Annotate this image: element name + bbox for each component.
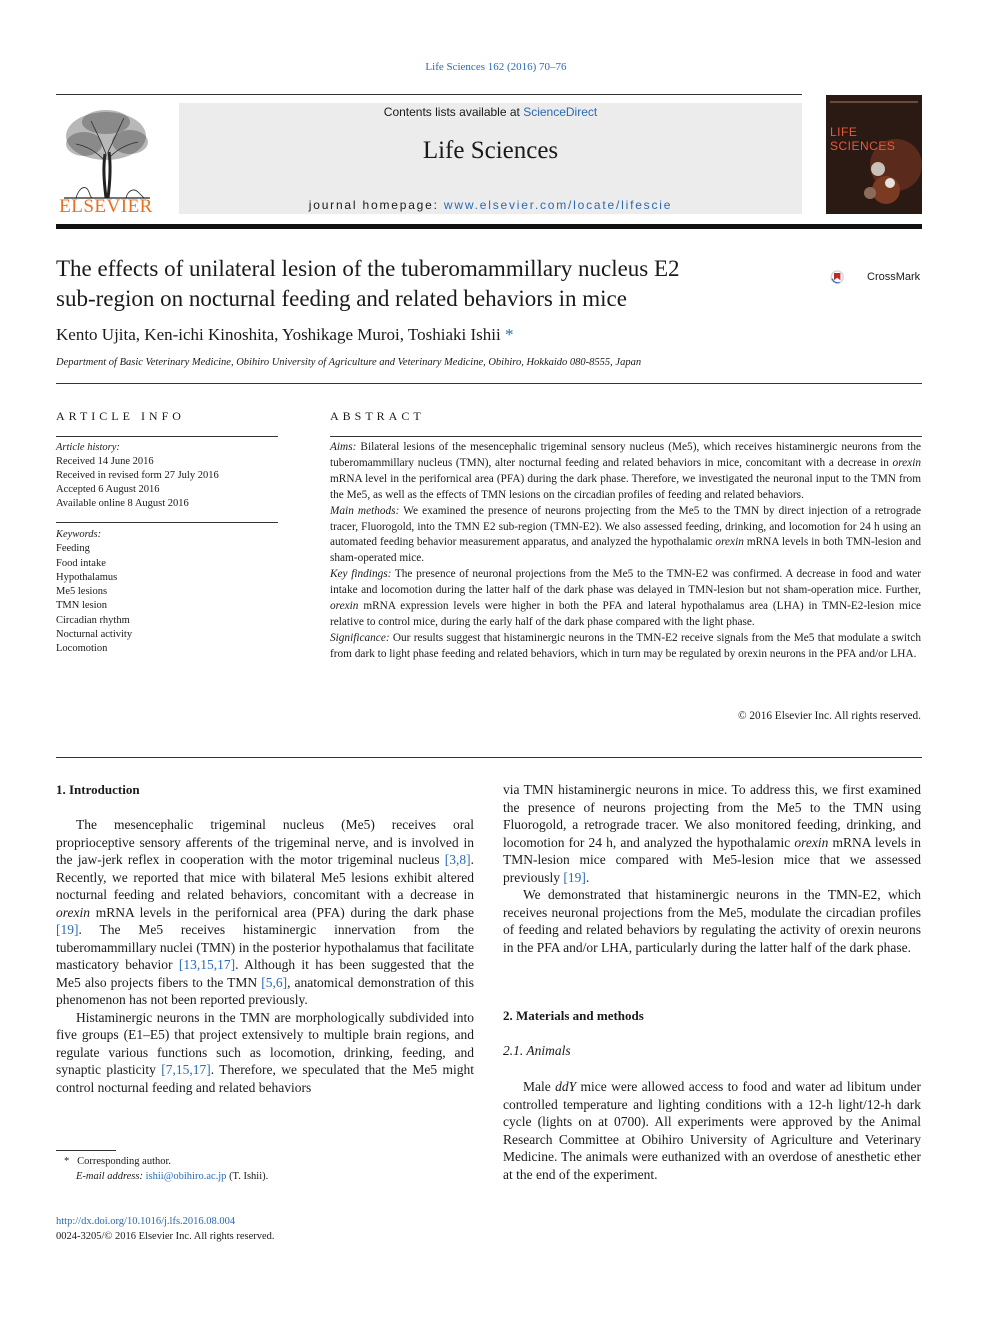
article-history xyxy=(56,441,278,511)
abstract-aims xyxy=(330,440,921,504)
methods-text: We examined the presence of neurons projecting from the Me5 to the TMN by direct injection of a retrograde tracer, Fluorogold, into the TMN E2 sub-region (TMN-E2). We also assessed feeding, drinking, and locomotion for 24 h using an automated feeding behavior measurement apparatus, and analyzed the hypothalamic xyxy=(330,504,921,549)
page-footer xyxy=(56,1214,275,1244)
homepage-link[interactable]: www.elsevier.com/locate/lifescie xyxy=(443,198,673,212)
intro-paragraph-1 xyxy=(56,816,474,1009)
intro-text: , anatomical demonstration of this phenomenon has not been reported previously. xyxy=(56,974,474,1007)
intro-text: . xyxy=(585,869,590,885)
gene-name: orexin xyxy=(330,600,359,613)
article-title xyxy=(56,254,776,314)
intro-text: . Therefore, we speculated that the Me5 might control nocturnal feeding and related behaviors xyxy=(56,1062,474,1095)
journal-homepage-line xyxy=(179,198,802,212)
methods-text-cont: mRNA levels in both TMN-lesion and sham-operated mice. xyxy=(330,536,921,565)
aims-text: Bilateral lesions of the mesencephalic trigeminal sensory nucleus (Me5), which receives histaminergic neurons from the tuberomammillary nucleus (TMN), alter nocturnal feeding and related behaviors in mice, concomitant with a decrease in xyxy=(330,441,921,469)
aims-text-cont: mRNA level in the perifornical area (PFA) during the dark phase. Therefore, we investigated the neuronal input to the TMN from the Me5, as well as the effects of TMN lesions on the circadian profiles of feeding and related behaviors. xyxy=(330,472,921,501)
journal-title: Life Sciences xyxy=(422,137,559,164)
intro-text: mRNA levels in TMN-lesion mice compared with Me5-lesion mice that we assessed previously xyxy=(503,834,922,885)
gene-name: orexin xyxy=(892,456,921,469)
abstract-rule xyxy=(330,436,922,437)
crossmark-icon[interactable] xyxy=(830,259,866,295)
gene-name: orexin xyxy=(715,536,744,549)
section-rule xyxy=(56,757,922,758)
history-item: Received in revised form 27 July 2016 xyxy=(56,470,219,481)
history-label: Article history: xyxy=(56,442,120,453)
article-title-line-1: The effects of unilateral lesion of the tuberomammillary nucleus E2 xyxy=(56,256,680,281)
significance-label: Significance: xyxy=(330,631,390,644)
journal-cover-thumbnail[interactable] xyxy=(826,95,922,214)
footnote-rule xyxy=(56,1150,116,1151)
contents-prefix: Contents lists available at xyxy=(383,105,524,119)
abstract-copyright: © 2016 Elsevier Inc. All rights reserved. xyxy=(737,710,921,722)
email-label: E-mail address: xyxy=(76,1171,143,1182)
introduction-heading: 1. Introduction xyxy=(56,782,140,797)
intro-text: . The Me5 receives histaminergic innervation from the tuberomammillary nuclei (TMN) in the posterior hypothalamus that facilitate masticatory behavior xyxy=(56,922,474,972)
abstract-significance xyxy=(330,631,921,663)
header-thick-rule xyxy=(56,224,922,229)
footnote-mark: * xyxy=(64,1156,70,1167)
section-rule xyxy=(56,383,922,384)
reference-link[interactable]: [19] xyxy=(563,869,586,885)
article-info-heading: ARTICLE INFO xyxy=(56,409,185,423)
email-link[interactable]: ishii@obihiro.ac.jp xyxy=(145,1171,227,1182)
corresponding-author-note: Corresponding author. xyxy=(77,1156,172,1167)
footnote xyxy=(56,1154,268,1184)
abstract-methods xyxy=(330,504,921,568)
keyword: Locomotion xyxy=(56,643,108,655)
reference-link[interactable]: [19] xyxy=(56,922,79,937)
animals-text-start: Male xyxy=(523,1079,556,1094)
article-info-rule xyxy=(56,436,278,437)
history-item: Received 14 June 2016 xyxy=(56,456,154,467)
email-owner: (T. Ishii). xyxy=(229,1171,269,1182)
abstract-findings xyxy=(330,567,921,631)
authors-text: Kento Ujita, Ken-ichi Kinoshita, Yoshikage Muroi, Toshiaki Ishii xyxy=(56,325,501,344)
methods-heading: 2. Materials and methods xyxy=(503,1008,644,1023)
animals-text-cont: mice were allowed access to food and water ad libitum under controlled temperature and lighting conditions with a 12-h light/12-h dark cycle (lights on at 0700). All experiments were approved by the Animal Research Committee at Obihiro University of Agriculture and Veterinary Medicine. The animals were euthanized with an overdose of anesthetic ether at the end of the experiment. xyxy=(503,1079,921,1182)
keyword: Circadian rhythm xyxy=(56,614,130,626)
reference-link[interactable]: [3,8] xyxy=(444,852,471,867)
intro-text: mRNA levels in the perifornical area (PFA) during the dark phase xyxy=(90,904,474,920)
intro-paragraph-2-cont xyxy=(503,781,921,886)
intro-paragraph-2 xyxy=(56,1009,474,1097)
keywords-label: Keywords: xyxy=(56,529,102,540)
history-item: Accepted 6 August 2016 xyxy=(56,484,160,495)
reference-link[interactable]: [7,15,17] xyxy=(161,1062,211,1077)
methods-label: Main methods: xyxy=(330,504,400,517)
sciencedirect-link[interactable]: ScienceDirect xyxy=(523,105,598,119)
affiliation: Department of Basic Veterinary Medicine, Obihiro University of Agriculture and Veterinary Medicine, Obihiro, Hokkaido 080-8555, Japan xyxy=(56,357,642,368)
cover-title: LIFE SCIENCES xyxy=(830,125,896,153)
gene-name: orexin xyxy=(794,834,829,850)
keywords-list xyxy=(56,528,278,657)
cover-artwork xyxy=(826,95,922,214)
contents-available-line xyxy=(179,105,802,119)
introduction-text xyxy=(56,816,474,1096)
animals-subheading: 2.1. Animals xyxy=(503,1043,571,1058)
keyword: Food intake xyxy=(56,557,106,569)
findings-text: The presence of neuronal projections from the Me5 to the TMN-E2 was confirmed. A decrease in food and water intake and locomotion during the latter half of the dark phase was delayed in TMN-lesion but not sham-operation mice. Further, xyxy=(330,568,921,597)
abstract-body xyxy=(330,440,921,663)
author-list xyxy=(56,325,513,345)
history-item: Available online 8 August 2016 xyxy=(56,498,189,509)
abstract-heading: ABSTRACT xyxy=(330,409,425,423)
intro-paragraph-3: We demonstrated that histaminergic neurons in the TMN-E2, which receives neuronal projections from the Me5, modulate the circadian profiles of feeding and related behaviors by regulating the activity of orexin neurons in the PFA and/or LHA, particularly during the latter half of the dark phase. xyxy=(503,887,921,955)
keyword: Nocturnal activity xyxy=(56,629,133,641)
corresponding-author-mark[interactable]: * xyxy=(504,325,514,344)
article-title-line-2: sub-region on nocturnal feeding and related behaviors in mice xyxy=(56,286,627,311)
elsevier-wordmark: ELSEVIER xyxy=(59,196,153,217)
homepage-prefix: journal homepage: xyxy=(308,198,444,212)
aims-label: Aims: xyxy=(330,441,357,453)
keyword: TMN lesion xyxy=(56,600,108,612)
intro-text: . Although it has been suggested that the Me5 also projects fibers to the TMN xyxy=(56,957,474,990)
keyword: Hypothalamus xyxy=(56,571,118,583)
intro-text: via TMN histaminergic neurons in mice. To address this, we first examined the presence of neurons projecting from the Me5 to the TMN using Fluorogold, a retrograde tracer. We also monitored feeding, drinking, and locomotion for 24 h, and analyzed the hypothalamic xyxy=(503,782,921,850)
doi-link[interactable]: http://dx.doi.org/10.1016/j.lfs.2016.08.004 xyxy=(56,1216,236,1227)
intro-text: . Recently, we reported that mice with bilateral Me5 lesions exhibit altered nocturnal feeding and related behaviors, concomitant with a decrease in xyxy=(56,852,474,902)
header-rule xyxy=(56,94,802,95)
introduction-continued xyxy=(503,781,921,956)
keywords-rule xyxy=(56,522,278,523)
keyword: Me5 lesions xyxy=(56,586,108,598)
reference-link[interactable]: [5,6] xyxy=(261,974,288,990)
journal-citation[interactable]: Life Sciences 162 (2016) 70–76 xyxy=(425,61,567,73)
strain-name: ddY xyxy=(555,1079,577,1094)
intro-text: Histaminergic neurons in the TMN are morphologically subdivided into five groups (E1–E5) that project extensively to multiple brain regions, and regulate various functions such as locomotion, drinking, feeding, and synaptic plasticity xyxy=(56,1009,474,1077)
findings-label: Key findings: xyxy=(330,568,392,581)
reference-link[interactable]: [13,15,17] xyxy=(178,957,236,972)
crossmark-label[interactable]: CrossMark xyxy=(867,271,921,283)
footnote-email-line xyxy=(56,1169,268,1184)
significance-text: Our results suggest that histaminergic neurons in the TMN-E2 receive signals from the Me5 that modulate a switch from dark to light phase feeding and related behaviors, which in turn may be regulated by orexin neurons in the PFA and/or LHA. xyxy=(330,631,921,660)
animals-text xyxy=(503,1078,921,1183)
findings-text-cont: mRNA expression levels were higher in both the PFA and lateral hypothalamus area (LHA) in TMN-E2-lesion mice relative to control mice, during the early half of the dark phase compared with the light phase. xyxy=(330,600,921,628)
intro-text: The mesencephalic trigeminal nucleus (Me5) receives oral proprioceptive sensory afferents of the trigeminal nerve, and is involved in the jaw-jerk reflex in cooperation with the motor trigeminal nucleus xyxy=(56,817,474,867)
issn-copyright: 0024-3205/© 2016 Elsevier Inc. All rights reserved. xyxy=(56,1231,275,1242)
footnote-corresponding xyxy=(56,1154,268,1169)
gene-name: orexin xyxy=(56,904,90,920)
animals-paragraph xyxy=(503,1078,921,1183)
keyword: Feeding xyxy=(56,543,90,555)
